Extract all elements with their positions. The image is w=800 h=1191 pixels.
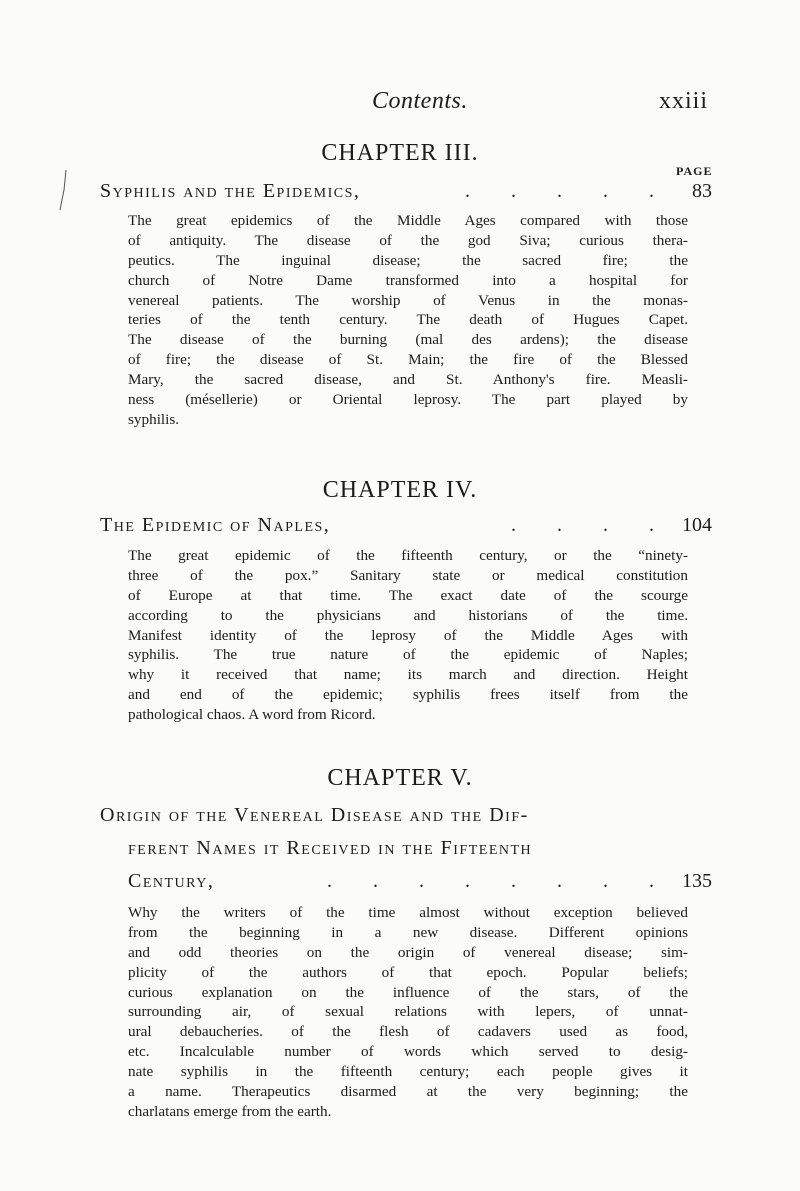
summary-line: ural debaucheries. of the flesh of cadavers used as food, [128,1023,688,1041]
chapter-3-toc-entry[interactable] [100,178,712,205]
chapter-5-toc-entry[interactable] [100,802,712,898]
summary-line: nate syphilis in the fifteenth century; each people gives it [128,1063,688,1081]
summary-line: ness (mésellerie) or Oriental leprosy. The part played by [128,391,688,409]
summary-line: syphilis. [128,410,180,428]
chapter-5-title-line-2: ferent Names it Received in the Fifteenth [128,837,533,859]
dot-leader: . . . . . . . . [327,870,672,892]
summary-line: from the beginning in a new disease. Different opinions [128,923,688,941]
summary-line: of fire; the disease of St. Main; the fire of the Blessed [128,351,688,369]
summary-line: pathological chaos. A word from Ricord. [128,706,376,724]
summary-line: venereal patients. The worship of Venus in the monas- [128,291,688,309]
chapter-5-title-line-3: Century, [128,870,215,892]
chapter-5-page-number: 135 [682,870,712,892]
chapter-4-title: The Epidemic of Naples, [100,514,331,536]
dot-leader: . . . . . [465,180,672,202]
summary-line: of antiquity. The disease of the god Siva; curious thera- [128,231,688,249]
page-column-label: PAGE [676,164,713,178]
summary-line: of Europe at that time. The exact date of the scourge [128,586,688,604]
dot-leader: . . . . [511,514,672,536]
summary-line: Mary, the sacred disease, and St. Anthony's fire. Measli- [128,371,688,389]
chapter-3-summary [128,211,688,430]
summary-line: surrounding air, of sexual relations with lepers, of unnat- [128,1003,688,1021]
summary-line: charlatans emerge from the earth. [128,1102,332,1120]
running-head [0,88,800,118]
margin-pencil-mark [58,170,68,210]
chapter-5-summary [128,903,688,1122]
summary-line: etc. Incalculable number of words which served to desig- [128,1043,688,1061]
summary-line: church of Notre Dame transformed into a hospital for [128,271,688,289]
chapter-5-title-line-1: Origin of the Venereal Disease and the Dif- [100,804,529,826]
summary-line: teries of the tenth century. The death of Hugues Capet. [128,311,688,329]
chapter-3-heading: CHAPTER III. [321,140,479,166]
summary-line: peutics. The inguinal disease; the sacred fire; the [128,251,688,269]
running-head-title: Contents. [372,88,468,114]
chapter-5-heading: CHAPTER V. [327,765,473,791]
chapter-3-title: Syphilis and the Epidemics, [100,180,361,202]
summary-line: syphilis. The true nature of the epidemic of Naples; [128,646,688,664]
summary-line: Why the writers of the time almost without exception believed [128,904,688,921]
chapter-4-summary [128,546,688,725]
chapter-4-toc-entry[interactable] [100,512,712,539]
chapter-3-page-number: 83 [692,180,712,202]
summary-line: The great epidemic of the fifteenth century, or the “ninety- [128,547,688,564]
summary-line: and odd theories on the origin of venereal disease; sim- [128,943,688,961]
summary-line: and end of the epidemic; syphilis frees itself from the [128,686,688,704]
running-head-page-number: xxiii [658,88,708,114]
summary-line: plicity of the authors of that epoch. Popular beliefs; [128,963,688,981]
summary-line: The great epidemics of the Middle Ages compared with those [128,212,688,229]
chapter-4-page-number: 104 [682,514,712,536]
summary-line: three of the pox.” Sanitary state or medical constitution [128,566,688,584]
summary-line: a name. Therapeutics disarmed at the very beginning; the [128,1083,688,1101]
summary-line: Manifest identity of the leprosy of the Middle Ages with [128,626,688,644]
summary-line: according to the physicians and historians of the time. [128,606,688,624]
summary-line: why it received that name; its march and direction. Height [128,666,688,684]
summary-line: curious explanation on the influence of the stars, of the [128,983,688,1001]
chapter-4-heading: CHAPTER IV. [322,477,478,503]
summary-line: The disease of the burning (mal des ardens); the disease [128,331,688,349]
